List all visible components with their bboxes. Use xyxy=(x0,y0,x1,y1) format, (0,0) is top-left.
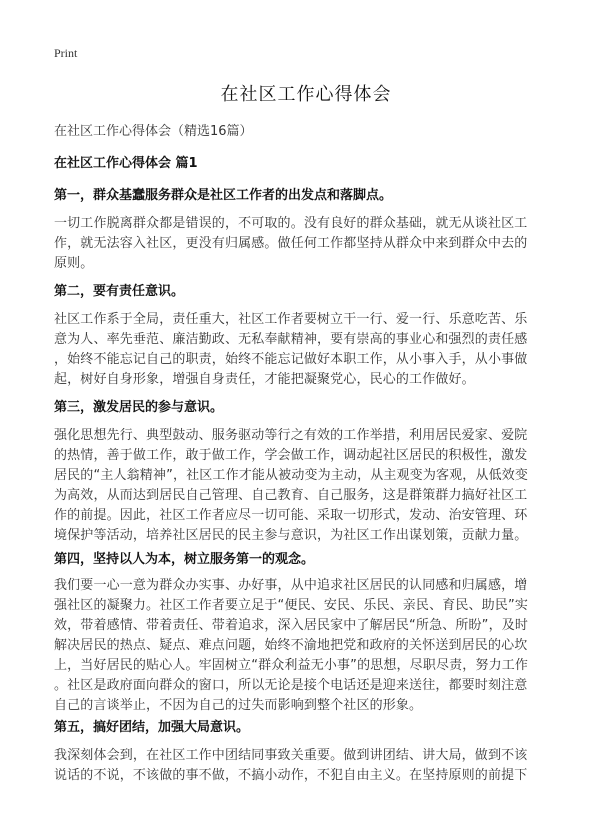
paragraph-line: 社区工作系于全局，责任重大，社区工作者要树立干一行、爱一行、乐意吃苦、乐 xyxy=(54,312,528,327)
article-heading: 在社区工作心得体会 篇1 xyxy=(54,156,198,171)
paragraph-line: 强社区的凝聚力。社区工作者要立足于“便民、安民、乐民、亲民、育民、助民”实 xyxy=(54,598,529,613)
paragraph-line: 为高效，从而达到居民自己管理、自己教育、自己服务，这是群策群力搞好社区工 xyxy=(54,488,528,503)
section-heading-5: 第五，搞好团结，加强大局意识。 xyxy=(54,720,250,735)
section-paragraph-3 xyxy=(54,426,554,546)
page-title: 在社区工作心得体会 xyxy=(220,84,392,105)
paragraph-line: 作，就无法容入社区，更没有归属感。做任何工作都坚持从群众中来到群众中去的 xyxy=(54,236,528,251)
paragraph-line: 原则。 xyxy=(54,256,94,271)
section-heading-3: 第三，激发居民的参与意识。 xyxy=(54,400,224,415)
print-link[interactable]: Print xyxy=(54,46,78,60)
paragraph-line: 境保护等活动，培养社区居民的民主参与意识，为社区工作出谋划策，贡献力量。 xyxy=(54,528,528,543)
paragraph-line: 我们要一心一意为群众办实事、办好事，从中追求社区居民的认同感和归属感，增 xyxy=(54,578,528,593)
document-subtitle: 在社区工作心得体会（精选16篇） xyxy=(54,124,253,139)
section-heading-4: 第四，坚持以人为本，树立服务第一的观念。 xyxy=(54,552,315,567)
paragraph-line: 效，带着感情、带着责任、带着追求，深入居民家中了解居民“所急、所盼”，及时 xyxy=(54,618,529,633)
section-heading-2: 第二，要有责任意识。 xyxy=(54,284,185,299)
paragraph-line: 意为人、率先垂范、廉洁勤政、无私奉献精神，要有崇高的事业心和强烈的责任感 xyxy=(54,332,528,347)
paragraph-line: 。社区是政府面向群众的窗口，所以无论是接个电话还是迎来送往，都要时刻注意 xyxy=(54,678,528,693)
paragraph-line: ，始终不能忘记自己的职责，始终不能忘记做好本职工作，从小事入手，从小事做 xyxy=(54,352,528,367)
paragraph-line: 我深刻体会到，在社区工作中团结同事致关重要。做到讲团结、讲大局，做到不该 xyxy=(54,748,528,763)
paragraph-line: 居民的“主人翁精神”，社区工作才能从被动变为主动，从主观变为客观，从低效变 xyxy=(54,468,529,483)
paragraph-line: 起，树好自身形象，增强自身责任，才能把凝聚党心，民心的工作做好。 xyxy=(54,372,475,387)
paragraph-line: 说话的不说，不该做的事不做，不搞小动作，不犯自由主义。在坚持原则的前提下 xyxy=(54,768,528,783)
section-paragraph-5 xyxy=(54,746,554,786)
section-paragraph-1 xyxy=(54,214,554,274)
paragraph-line: 解决居民的热点、疑点、难点问题，始终不渝地把党和政府的关怀送到居民的心坎 xyxy=(54,638,528,653)
paragraph-line: 自己的言谈举止，不因为自己的过失而影响到整个社区的形象。 xyxy=(54,698,423,713)
paragraph-line: 作的前提。因此，社区工作者应尽一切可能、采取一切形式，发动、治安管理、环 xyxy=(54,508,528,523)
paragraph-line: 强化思想先行、典型鼓动、服务驱动等行之有效的工作举措，利用居民爱家、爱院 xyxy=(54,428,528,443)
paragraph-line: 上，当好居民的贴心人。牢固树立“群众利益无小事”的思想，尽职尽责，努力工作 xyxy=(54,658,529,673)
section-heading-1: 第一，群众基蠢服务群众是社区工作者的出发点和落脚点。 xyxy=(54,188,393,203)
section-paragraph-4 xyxy=(54,576,554,716)
paragraph-line: 一切工作脱离群众都是错误的，不可取的。没有良好的群众基础，就无从谈社区工 xyxy=(54,216,528,231)
section-paragraph-2 xyxy=(54,310,554,390)
paragraph-line: 的热情，善于做工作，敢于做工作，学会做工作，调动起社区居民的积极性，激发 xyxy=(54,448,528,463)
